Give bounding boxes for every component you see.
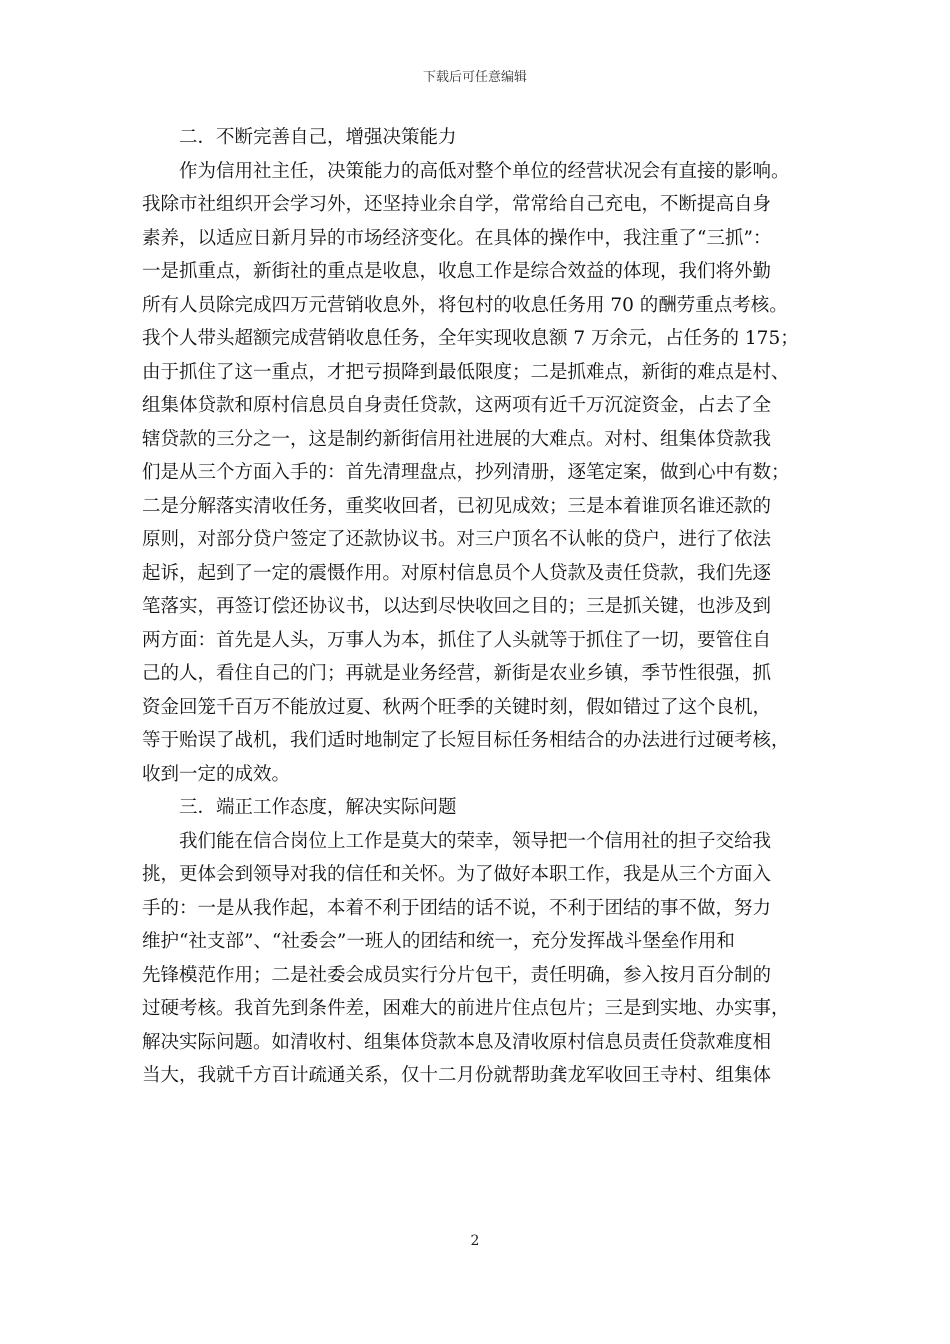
paragraph-line: 们是从三个方面入手的：首先清理盘点，抄列清册，逐笔定案，做到心中有数；	[142, 462, 790, 483]
paragraph-line: 挑，更体会到领导对我的信任和关怀。为了做好本职工作，我是从三个方面入	[142, 864, 772, 885]
paragraph-line: 辖贷款的三分之一，这是制约新街信用社进展的大难点。对村、组集体贷款我	[142, 428, 772, 450]
paragraph-line: 解决实际问题。如清收村、组集体贷款本息及清收原村信息员责任贷款难度相	[142, 1031, 772, 1053]
paragraph-line: 己的人，看住自己的门；再就是业务经营，新街是农业乡镇，季节性很强，抓	[142, 663, 772, 684]
paragraph-line: 我个人带头超额完成营销收息任务，全年实现收息额 7 万余元，占任务的 175；	[142, 328, 799, 349]
paragraph-line: 收到一定的成效。	[142, 763, 291, 785]
paragraph-line: 组集体贷款和原村信息员自身责任贷款，这两项有近千万沉淀资金，占去了全	[142, 395, 772, 416]
paragraph-line: 先锋模范作用；二是社委会成员实行分片包干，责任明确，参入按月百分制的	[142, 964, 772, 986]
paragraph-line: 当大，我就千方百计疏通关系，仅十二月份就帮助龚龙军收回王寺村、组集体	[142, 1065, 772, 1086]
paragraph-line: 两方面：首先是人头，万事人为本，抓住了人头就等于抓住了一切，要管住自	[142, 629, 772, 651]
section-heading: 三．端正工作态度，解决实际问题	[179, 797, 457, 818]
paragraph-line: 我们能在信合岗位上工作是莫大的荣幸，领导把一个信用社的担子交给我	[179, 830, 772, 852]
paragraph-line: 维护“社支部”、“社委会”一班人的团结和统一，充分发挥战斗堡垒作用和	[142, 931, 735, 952]
paragraph-line: 等于贻误了战机，我们适时地制定了长短目标任务相结合的办法进行过硬考核，	[142, 730, 790, 751]
paragraph-line: 我除市社组织开会学习外，还坚持业余自学，常常给自己充电，不断提高自身	[142, 194, 772, 215]
paragraph-line: 素养，以适应日新月异的市场经济变化。在具体的操作中，我注重了“三抓”：	[142, 227, 772, 249]
paragraph-line: 原则，对部分贷户签定了还款协议书。对三户顶名不认帐的贷户，进行了依法	[142, 529, 772, 550]
paragraph-line: 过硬考核。我首先到条件差，困难大的前进片住点包片；三是到实地、办实事，	[142, 998, 790, 1019]
paragraph-line: 所有人员除完成四万元营销收息外，将包村的收息任务用 70 的酬劳重点考核。	[142, 294, 788, 316]
paragraph-line: 二是分解落实清收任务，重奖收回者，已初见成效；三是本着谁顶名谁还款的	[142, 495, 772, 517]
paragraph-line: 作为信用社主任，决策能力的高低对整个单位的经营状况会有直接的影响。	[179, 160, 790, 182]
body-text	[142, 121, 810, 1093]
paragraph-line: 资金回笼千百万不能放过夏、秋两个旺季的关键时刻，假如错过了这个良机，	[142, 696, 772, 718]
paragraph-line: 起诉，起到了一定的震慑作用。对原村信息员个人贷款及责任贷款，我们先逐	[142, 562, 772, 584]
page-number: 2	[470, 1233, 480, 1249]
page-header: 下载后可任意编辑	[422, 70, 527, 85]
paragraph-line: 手的：一是从我作起，本着不利于团结的话不说，不利于团结的事不做，努力	[142, 897, 772, 919]
section-heading: 二．不断完善自己，增强决策能力	[179, 127, 457, 148]
paragraph-line: 由于抓住了这一重点，才把亏损降到最低限度；二是抓难点，新街的难点是村、	[142, 361, 790, 383]
paragraph-line: 一是抓重点，新街社的重点是收息，收息工作是综合效益的体现，我们将外勤	[142, 261, 772, 282]
paragraph-line: 笔落实，再签订偿还协议书，以达到尽快收回之目的；三是抓关键，也涉及到	[142, 596, 772, 617]
